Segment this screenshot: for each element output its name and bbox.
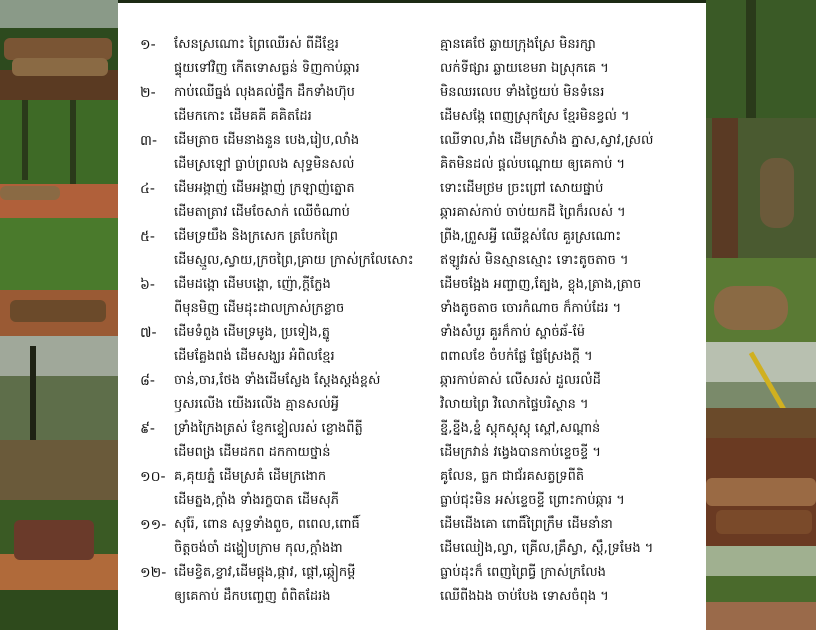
verse-number: ៨- — [140, 373, 155, 389]
forest-edge-photo — [0, 590, 118, 630]
verse-line-right: ខ្នី,ខ្នីង,ខ្នំ ស្ដុកស្ដុស្ដុ ស្ពៅ,សណ្ដាន់ — [440, 421, 601, 436]
verse-number: ១- — [140, 37, 156, 53]
verse-number: ៣- — [140, 133, 158, 149]
verse-line-left: ដើមពង្រ ដើមដកព ដកកាយថ្នាន់ — [174, 445, 331, 460]
verse-line-left: ដើមកកោះ ដើមគគី គគិតដែរ — [174, 109, 312, 124]
burned-forest-photo — [0, 336, 118, 500]
verse-12 — [140, 561, 696, 609]
verse-3 — [140, 129, 696, 177]
verse-line-right: ដើមក្រវាន់ វង្វេងបានកាប់ខ្ទេចខ្ទី ។ — [440, 445, 601, 460]
verse-line-right: ដើមសង្កែ ពេញស្រុកស្រែ ខ្មែរមិនខ្វល់ ។ — [440, 109, 630, 124]
verse-2 — [140, 81, 696, 129]
verse-line-left: សែនស្រណោះ ព្រៃឈើរស់ ពីដីខ្មែរ — [174, 37, 339, 52]
verse-line-left: ទ្រាំងក្រៃងត្រស់ ខ្ញែកខ្ទៀលរស់ ខ្លោងពីត្លី — [174, 421, 363, 436]
verse-number: ១១- — [140, 517, 167, 533]
verse-line-right: ដើមឈៀង,ល្វា, គ្រើល,គ្រឹស្វា, ស្តឹ,ទ្រមែង ។ — [440, 541, 654, 556]
verse-number: ២- — [140, 85, 156, 101]
verse-line-right: គ្មានគេថែ ឆ្លាយក្រុងស្រែ មិនរក្សា — [440, 37, 596, 52]
verse-number: ១២- — [140, 565, 167, 581]
log-truck-road-photo — [0, 500, 118, 590]
verse-1 — [140, 33, 696, 81]
verse-10 — [140, 465, 696, 513]
verse-line-left: កាប់ឈើធ្នង់ លុងគល់ផ្ទឹក ដឹកទាំងហ៊ុប — [174, 85, 355, 100]
verse-line-right: ធ្លាប់ដុះក៏ ពេញព្រៃធ្វី ក្រាស់ក្រលែង — [440, 565, 606, 580]
verse-line-right: ទាំងសំបួរ គួរក៏កាប់ ស្ពាច់ឆ័-ម៉ែ — [440, 325, 585, 340]
verse-line-left: ដើមស្មួល,ស្វាយ,ក្រចព្រៃ,គ្រាយ ក្រាស់ក្រលែសោះ — [174, 253, 414, 268]
verse-line-right: ឆ្ការកាប់គាស់ លើសរស់ ដួលរលំដី — [440, 373, 601, 388]
log-yard-photo — [0, 100, 118, 218]
verse-line-left: ដើមត្នង,ក្ដាំង ទាំងរក្ខបាត ដើមសុភី — [174, 493, 340, 508]
verse-line-left: ដើមអង្កាញ់ ដើមអង្គាញ់ ក្រឡាញ់ត្នោត — [174, 181, 355, 196]
verse-number: ៤- — [140, 181, 155, 197]
verse-line-right: ទោះដើមថ្រម ច្រះព្រៅ សោយផ្នាប់ — [440, 181, 604, 196]
verse-number: ៧- — [140, 325, 157, 341]
verse-line-right: គិតមិនដល់ ផ្តល់បណ្តោយ ឲ្យគេកាប់ ។ — [440, 157, 626, 172]
verse-line-left: ដើមខ្វិត,ខ្វាវ,ដើមផ្តុង,ផ្កាវ, ផ្តៅ,ឆ្កៀកម្ដី — [174, 565, 356, 580]
logging-truck-photo — [0, 0, 118, 100]
verse-number: ៦- — [140, 277, 155, 293]
verse-line-left: ដើមតាត្រាវ ដើមចែសាក់ ឈើចំណាប់ — [174, 205, 350, 220]
left-photo-strip — [0, 0, 118, 630]
verse-6 — [140, 273, 696, 321]
verse-number: ១០- — [140, 469, 166, 485]
verse-4 — [140, 177, 696, 225]
verse-line-left: ដើមគ្លែងពង់ ដើមសង្ឃរ អំពិលខ្មែរ — [174, 349, 335, 364]
verse-5 — [140, 225, 696, 273]
verse-line-right: វិលាយព្រៃ វិលោកផ្ទៃបរិស្ថាន ។ — [440, 397, 589, 412]
verse-line-right: មិនឈរលេប ទាំងថ្ងៃយប់ មិនទំនេរ — [440, 85, 605, 100]
verse-line-right: ធ្លាប់ជុះមិន អស់ខ្ទេចខ្ទី ព្រោះកាប់ឆ្ការ ។ — [440, 493, 625, 508]
verse-line-left: ពីមុនមិញ ដើមដុះដាលក្រាស់ក្រខ្លាច — [174, 301, 345, 316]
verse-line-right: ឈើទាល,រាំង ដើមក្រសាំង ភ្នាស,ស្វាវ,ស្រល់ — [440, 133, 654, 148]
cut-log-photo — [706, 258, 816, 342]
verse-line-left: ផ្ទុយទៅវិញ កើតទោសធ្ងន់ ទិញកាប់ឆ្ការ — [174, 61, 360, 76]
verse-line-left: ដើមស្រឡៅ ធ្លាប់ព្រលង សុទ្ធមិនសល់ — [174, 157, 355, 172]
right-photo-strip — [706, 0, 816, 630]
verse-line-left: គ,គុយភ្នំ ដើមស្រគំ ដើមក្រងោក — [174, 469, 327, 484]
crane-loading-photo — [706, 342, 816, 438]
worker-with-chainsaw-photo — [706, 118, 816, 258]
verse-line-right: ទាំងតូចតាច ចោរកំណាច ក៏កាប់ដែរ ។ — [440, 301, 622, 316]
verse-line-right: ឈើពីងឯង ចាប់បែង ទោសចំពុង ។ — [440, 589, 609, 604]
verse-line-left: ឫសរលើង យើងរលើង គ្មានសល់អ្វី — [174, 397, 340, 412]
verse-line-left: ដើមទំពួង ដើមទ្រមូង, ប្រទៀង,ត្នូ — [174, 325, 331, 340]
verse-number: ៥- — [140, 229, 155, 245]
verse-line-left: ចិត្តចង់ចាំ ដង្ហៀបក្រាម កុល,ក្ដាំងងា — [174, 541, 343, 556]
verse-line-left: ដើមទ្រយឹង និងក្រសេក ត្របែកព្រៃ — [174, 229, 339, 244]
verse-line-right: លក់ទីផ្សារ ឆ្លាយខេមរា ឯស្រុកគេ ។ — [440, 61, 609, 76]
verse-line-left: ដើមដង្កោ ដើមបង្គោ, ញ៉ោ,ក្ដីក្លែង — [174, 277, 331, 292]
verse-line-left: ចាន់,ចារ,ថែង ទាំងដើមស្លែង ស្តែងស្គង់ខ្ពស់ — [174, 373, 381, 388]
verse-line-right: ឆ្ការគាស់កាប់ ចាប់យកដី ព្រៃក៏រលស់ ។ — [440, 205, 626, 220]
verse-line-right: ដើមចង្អែង អញ្ចាញ,ត្បែង, ខ្លុង,ត្រាង,ត្រាច — [440, 277, 642, 292]
verse-number: ៩- — [140, 421, 155, 437]
forest-road-photo — [706, 546, 816, 630]
forest-clearing-photo — [0, 218, 118, 336]
verse-line-right: ព្រីង,ព្រួសអ្វី ឈើខ្ពស់លែ គួរស្រណោះ — [440, 229, 622, 244]
verse-line-right: ពពាលខែ ចំបក់ផ្លែ ផ្លែស្រែងក្តី ។ — [440, 349, 593, 364]
verse-line-left: ឲ្យគេកាប់ ដឹកបញ្ចេញ ពំពិតដែរង — [174, 589, 331, 604]
verse-line-right: ដើមដើងគោ ពោធិ៍ព្រៃក្រឹម ដើមនាំនា — [440, 517, 613, 532]
verse-7 — [140, 321, 696, 369]
poem-panel — [118, 3, 706, 630]
log-pile-photo — [706, 438, 816, 546]
verse-line-left: សុរ៉ែ, ពោន សុទ្ធទាំងពួច, ពពេល,ពោធិ៍ — [174, 517, 360, 532]
verse-line-right: គូលែន, ធ្លក ជាជ័រគសត្វទ្រពីតិ — [440, 469, 585, 484]
verse-line-right: ឥឡូវរស់ មិនស្មានស្មោះ ទោះតូចតាច ។ — [440, 253, 629, 268]
verse-8 — [140, 369, 696, 417]
verse-line-left: ដើមត្រាច ដើមនាងនួន បេង,រៀប,លាំង — [174, 133, 360, 148]
canopy-photo — [706, 0, 816, 118]
verse-9 — [140, 417, 696, 465]
verse-11 — [140, 513, 696, 561]
